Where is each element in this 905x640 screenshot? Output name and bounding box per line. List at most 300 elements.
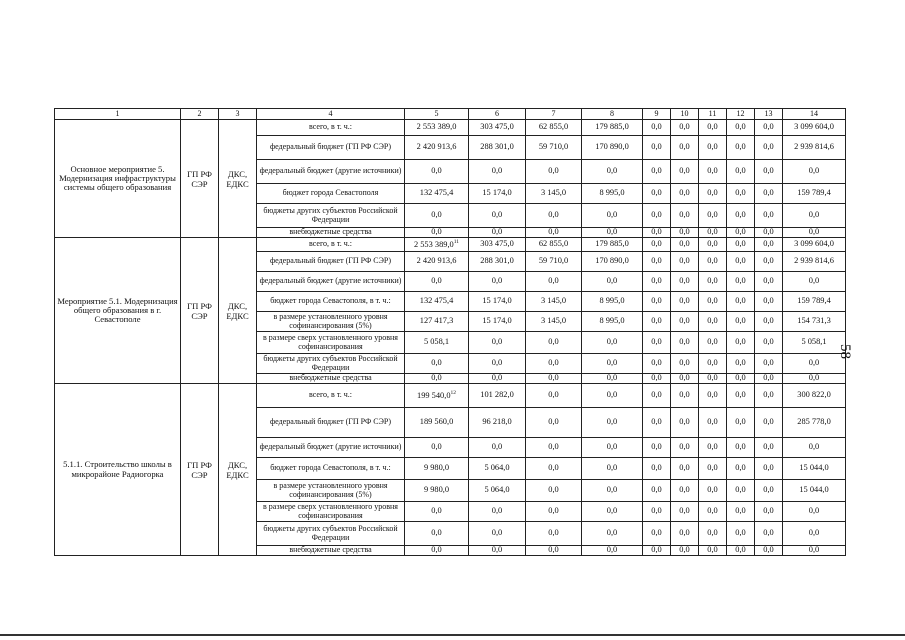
value-text: 0,0 — [431, 528, 442, 538]
value-cell — [526, 354, 582, 374]
value-text: 0,0 — [606, 506, 618, 516]
value-text: 0,0 — [735, 390, 746, 400]
value-text: 0,0 — [606, 417, 618, 427]
column-number-7: 7 — [526, 109, 582, 120]
value-cell — [405, 272, 469, 292]
funding-source-label: бюджеты других субъектов Российской Федерации — [257, 204, 405, 228]
value-text: 8 995,0 — [599, 316, 625, 326]
column-number-8: 8 — [582, 109, 643, 120]
value-text: 0,0 — [548, 390, 559, 400]
value-text: 303 475,0 — [480, 122, 514, 132]
value-cell — [405, 160, 469, 184]
value-cell — [469, 312, 526, 332]
value-cell — [469, 546, 526, 556]
value-text: 0,0 — [707, 210, 718, 220]
value-text: 0,0 — [808, 210, 820, 220]
value-text: 0,0 — [808, 373, 820, 383]
value-cell — [405, 184, 469, 204]
value-cell — [727, 238, 755, 252]
value-text: 0,0 — [606, 227, 618, 237]
value-cell — [469, 332, 526, 354]
value-text: 0,0 — [735, 239, 746, 249]
value-cell — [582, 312, 643, 332]
value-text: 0,0 — [548, 506, 559, 516]
value-cell — [469, 502, 526, 522]
value-cell — [582, 384, 643, 408]
value-cell — [671, 184, 699, 204]
column-number-row — [55, 109, 846, 120]
value-text: 15 174,0 — [482, 296, 512, 306]
value-text: 0,0 — [606, 485, 618, 495]
value-text: 0,0 — [763, 373, 774, 383]
value-cell — [405, 120, 469, 136]
value-text: 0,0 — [763, 276, 774, 286]
column-number-2: 2 — [181, 109, 219, 120]
value-cell — [582, 136, 643, 160]
value-text: 0,0 — [735, 442, 746, 452]
value-cell — [671, 458, 699, 480]
value-cell — [783, 252, 846, 272]
value-cell — [405, 332, 469, 354]
value-cell — [671, 312, 699, 332]
value-cell — [405, 408, 469, 438]
value-text: 0,0 — [763, 227, 774, 237]
value-text: 0,0 — [679, 166, 690, 176]
value-cell — [469, 354, 526, 374]
value-cell — [526, 458, 582, 480]
value-cell — [582, 120, 643, 136]
value-cell — [755, 332, 783, 354]
value-text: 8 995,0 — [599, 296, 625, 306]
value-cell — [582, 438, 643, 458]
value-text: 0,0 — [707, 296, 718, 306]
value-cell — [469, 204, 526, 228]
value-cell — [405, 312, 469, 332]
funding-source-label: внебюджетные средства — [257, 374, 405, 384]
value-cell — [699, 458, 727, 480]
value-cell — [643, 546, 671, 556]
measure-name: Мероприятие 5.1. Модернизация общего образования в г. Севастополе — [55, 238, 181, 384]
value-cell — [755, 438, 783, 458]
funding-source-label: всего, в т. ч.: — [257, 238, 405, 252]
value-text: 0,0 — [735, 528, 746, 538]
value-cell — [755, 252, 783, 272]
value-text: 0,0 — [735, 358, 746, 368]
table-row — [55, 384, 846, 408]
value-cell — [699, 292, 727, 312]
column-number-13: 13 — [755, 109, 783, 120]
value-cell — [755, 522, 783, 546]
value-cell — [671, 292, 699, 312]
value-text: 0,0 — [735, 256, 746, 266]
value-text: 0,0 — [651, 296, 662, 306]
funding-source-label: бюджет города Севастополя — [257, 184, 405, 204]
value-text: 154 731,3 — [797, 316, 831, 326]
value-text: 0,0 — [763, 210, 774, 220]
value-cell — [643, 184, 671, 204]
value-cell — [671, 546, 699, 556]
value-text: 0,0 — [735, 188, 746, 198]
column-number-14: 14 — [783, 109, 846, 120]
value-cell — [469, 384, 526, 408]
value-cell — [643, 238, 671, 252]
value-text: 0,0 — [491, 166, 503, 176]
value-cell — [755, 546, 783, 556]
value-text: 0,0 — [548, 337, 559, 347]
value-text: 0,0 — [651, 256, 662, 266]
value-cell — [643, 374, 671, 384]
value-text: 3 099 604,0 — [794, 239, 834, 249]
value-cell — [699, 374, 727, 384]
value-text: 0,0 — [491, 545, 503, 555]
value-cell — [727, 292, 755, 312]
value-text: 0,0 — [548, 210, 559, 220]
value-cell — [699, 160, 727, 184]
value-cell — [783, 408, 846, 438]
value-cell — [783, 438, 846, 458]
value-text: 0,0 — [808, 358, 820, 368]
value-text: 0,0 — [763, 485, 774, 495]
value-text: 0,0 — [735, 545, 746, 555]
value-text: 0,0 — [491, 358, 503, 368]
value-cell — [643, 408, 671, 438]
value-cell — [469, 120, 526, 136]
value-cell — [469, 480, 526, 502]
value-text: 0,0 — [491, 373, 503, 383]
value-cell — [582, 480, 643, 502]
value-text: 288 301,0 — [480, 256, 514, 266]
value-text: 2 939 814,6 — [794, 142, 834, 152]
value-cell — [755, 204, 783, 228]
value-cell — [643, 204, 671, 228]
value-cell — [755, 374, 783, 384]
value-cell — [727, 502, 755, 522]
value-cell — [727, 354, 755, 374]
value-text: 0,0 — [763, 528, 774, 538]
value-text: 0,0 — [651, 485, 662, 495]
value-text: 0,0 — [548, 545, 559, 555]
value-cell — [699, 228, 727, 238]
value-text: 0,0 — [763, 417, 774, 427]
value-text: 0,0 — [707, 373, 718, 383]
value-cell — [699, 502, 727, 522]
value-cell — [671, 408, 699, 438]
value-cell — [671, 384, 699, 408]
value-text: 0,0 — [735, 316, 746, 326]
value-cell — [755, 480, 783, 502]
value-cell — [755, 272, 783, 292]
value-text: 15 174,0 — [482, 188, 512, 198]
column-number-3: 3 — [219, 109, 257, 120]
value-text: 0,0 — [651, 358, 662, 368]
value-text: 0,0 — [735, 227, 746, 237]
value-text: 0,0 — [707, 166, 718, 176]
value-text: 59 710,0 — [538, 142, 569, 152]
value-cell — [783, 502, 846, 522]
value-text: 0,0 — [707, 239, 718, 249]
value-cell — [671, 374, 699, 384]
funding-source-label: федеральный бюджет (другие источники) — [257, 272, 405, 292]
value-text: 0,0 — [548, 373, 559, 383]
page-bottom-rule — [0, 634, 905, 636]
value-text: 127 417,3 — [419, 316, 454, 326]
value-text: 9 980,0 — [423, 485, 450, 495]
value-text: 0,0 — [491, 210, 503, 220]
value-cell — [405, 204, 469, 228]
footnote-mark: 12 — [450, 389, 456, 396]
value-cell — [727, 136, 755, 160]
value-text: 0,0 — [491, 337, 503, 347]
value-text: 2 553 389,0 — [416, 122, 457, 132]
funding-source-label: бюджеты других субъектов Российской Федерации — [257, 522, 405, 546]
value-text: 0,0 — [679, 373, 690, 383]
value-text: 0,0 — [651, 390, 662, 400]
value-text: 0,0 — [679, 276, 690, 286]
value-text: 0,0 — [651, 188, 662, 198]
value-cell — [469, 374, 526, 384]
funding-source-label: бюджет города Севастополя, в т. ч.: — [257, 458, 405, 480]
value-cell — [405, 238, 469, 252]
value-cell — [582, 184, 643, 204]
value-text: 0,0 — [491, 528, 503, 538]
value-cell — [727, 272, 755, 292]
value-text: 0,0 — [735, 210, 746, 220]
value-cell — [643, 502, 671, 522]
value-cell — [755, 160, 783, 184]
value-text: 0,0 — [491, 276, 503, 286]
value-cell — [643, 312, 671, 332]
value-text: 0,0 — [548, 276, 559, 286]
value-cell — [469, 136, 526, 160]
value-cell — [727, 312, 755, 332]
value-cell — [755, 184, 783, 204]
value-cell — [699, 184, 727, 204]
value-text: 0,0 — [679, 528, 690, 538]
value-cell — [783, 480, 846, 502]
funding-source-label: федеральный бюджет (ГП РФ СЭР) — [257, 252, 405, 272]
value-text: 15 174,0 — [482, 316, 512, 326]
value-cell — [783, 458, 846, 480]
value-text: 0,0 — [651, 122, 662, 132]
value-cell — [671, 228, 699, 238]
value-cell — [727, 480, 755, 502]
value-text: 2 553 389,0 — [413, 239, 454, 249]
value-text: 59 710,0 — [538, 256, 569, 266]
value-cell — [526, 522, 582, 546]
value-text: 0,0 — [606, 276, 618, 286]
value-text: 96 218,0 — [482, 417, 512, 427]
value-text: 0,0 — [763, 239, 774, 249]
value-text: 0,0 — [651, 337, 662, 347]
value-text: 0,0 — [707, 337, 718, 347]
funding-source-label: федеральный бюджет (другие источники) — [257, 160, 405, 184]
value-cell — [582, 272, 643, 292]
value-text: 0,0 — [651, 417, 662, 427]
value-text: 132 475,4 — [419, 296, 454, 306]
value-text: 0,0 — [707, 188, 718, 198]
value-text: 0,0 — [735, 166, 746, 176]
value-cell — [783, 292, 846, 312]
value-cell — [699, 438, 727, 458]
value-text: 0,0 — [679, 463, 690, 473]
value-cell — [671, 136, 699, 160]
value-text: 0,0 — [707, 417, 718, 427]
value-cell — [526, 228, 582, 238]
value-text: 0,0 — [763, 166, 774, 176]
funding-source-label: всего, в т. ч.: — [257, 384, 405, 408]
value-text: 0,0 — [808, 545, 820, 555]
value-cell — [469, 272, 526, 292]
value-text: 0,0 — [679, 256, 690, 266]
value-cell — [582, 458, 643, 480]
measure-name: Основное мероприятие 5. Модернизация инфраструктуры системы общего образования — [55, 120, 181, 238]
value-text: 2 420 913,6 — [416, 142, 457, 152]
value-text: 0,0 — [763, 545, 774, 555]
value-text: 0,0 — [431, 373, 442, 383]
value-cell — [582, 354, 643, 374]
value-text: 0,0 — [431, 506, 442, 516]
value-cell — [405, 546, 469, 556]
value-text: 0,0 — [548, 442, 559, 452]
value-cell — [643, 252, 671, 272]
value-text: 0,0 — [735, 485, 746, 495]
value-cell — [405, 136, 469, 160]
value-text: 5 058,1 — [423, 337, 450, 347]
value-cell — [699, 204, 727, 228]
value-text: 0,0 — [679, 122, 690, 132]
value-text: 0,0 — [606, 166, 618, 176]
value-cell — [727, 438, 755, 458]
value-cell — [469, 160, 526, 184]
value-cell — [582, 292, 643, 312]
value-text: 0,0 — [651, 463, 662, 473]
value-cell — [699, 384, 727, 408]
footnote-mark: 11 — [453, 238, 460, 245]
value-cell — [643, 292, 671, 312]
budget-table — [54, 108, 846, 556]
value-text: 303 475,0 — [480, 239, 514, 249]
value-cell — [582, 238, 643, 252]
value-text: 0,0 — [431, 545, 442, 555]
value-cell — [526, 384, 582, 408]
value-cell — [755, 458, 783, 480]
value-text: 0,0 — [431, 442, 442, 452]
value-text: 0,0 — [431, 227, 442, 237]
value-text: 0,0 — [735, 122, 746, 132]
value-cell — [405, 522, 469, 546]
value-text: 0,0 — [651, 142, 662, 152]
value-cell — [469, 438, 526, 458]
value-cell — [727, 120, 755, 136]
value-text: 0,0 — [763, 316, 774, 326]
value-cell — [783, 136, 846, 160]
value-text: 0,0 — [707, 358, 718, 368]
value-cell — [469, 238, 526, 252]
value-text: 0,0 — [606, 390, 618, 400]
value-text: 0,0 — [548, 463, 559, 473]
value-text: 0,0 — [651, 166, 662, 176]
table-row — [55, 120, 846, 136]
value-cell — [469, 184, 526, 204]
value-text: 0,0 — [763, 296, 774, 306]
value-text: 0,0 — [679, 506, 690, 516]
value-cell — [699, 272, 727, 292]
value-text: 0,0 — [606, 373, 618, 383]
value-text: 0,0 — [707, 227, 718, 237]
value-text: 0,0 — [735, 142, 746, 152]
value-cell — [783, 120, 846, 136]
value-cell — [727, 184, 755, 204]
value-cell — [405, 502, 469, 522]
value-cell — [405, 438, 469, 458]
value-cell — [783, 238, 846, 252]
value-text: 5 064,0 — [484, 485, 510, 495]
value-text: 0,0 — [707, 506, 718, 516]
value-cell — [699, 480, 727, 502]
value-text: 0,0 — [548, 485, 559, 495]
value-text: 0,0 — [808, 227, 820, 237]
value-text: 3 145,0 — [540, 296, 567, 306]
value-cell — [699, 136, 727, 160]
value-cell — [671, 160, 699, 184]
value-text: 3 145,0 — [540, 316, 567, 326]
value-cell — [727, 408, 755, 438]
value-text: 0,0 — [707, 442, 718, 452]
value-text: 189 560,0 — [419, 417, 454, 427]
value-text: 0,0 — [763, 122, 774, 132]
value-cell — [405, 252, 469, 272]
value-cell — [755, 120, 783, 136]
value-text: 0,0 — [431, 210, 442, 220]
column-number-4: 4 — [257, 109, 405, 120]
value-text: 0,0 — [651, 373, 662, 383]
value-cell — [582, 408, 643, 438]
value-cell — [699, 546, 727, 556]
funding-source-label: бюджет города Севастополя, в т. ч.: — [257, 292, 405, 312]
value-text: 0,0 — [679, 485, 690, 495]
value-cell — [727, 546, 755, 556]
value-cell — [526, 502, 582, 522]
value-text: 0,0 — [707, 545, 718, 555]
value-cell — [783, 204, 846, 228]
value-cell — [671, 480, 699, 502]
value-cell — [643, 136, 671, 160]
funding-source-label: бюджеты других субъектов Российской Федерации — [257, 354, 405, 374]
value-text: 0,0 — [606, 545, 618, 555]
value-text: 0,0 — [431, 166, 442, 176]
value-text: 0,0 — [679, 358, 690, 368]
value-cell — [755, 408, 783, 438]
value-cell — [582, 160, 643, 184]
value-text: 0,0 — [707, 528, 718, 538]
value-cell — [783, 160, 846, 184]
value-text: 0,0 — [763, 463, 774, 473]
value-text: 0,0 — [651, 276, 662, 286]
value-cell — [643, 438, 671, 458]
value-cell — [727, 332, 755, 354]
value-cell — [727, 458, 755, 480]
value-text: 0,0 — [431, 358, 442, 368]
value-text: 5 064,0 — [484, 463, 510, 473]
value-text: 0,0 — [679, 227, 690, 237]
value-cell — [582, 332, 643, 354]
value-text: 2 939 814,6 — [794, 256, 834, 266]
value-text: 0,0 — [808, 506, 820, 516]
responsible-executor: ДКС, ЕДКС — [219, 384, 257, 556]
value-text: 0,0 — [679, 210, 690, 220]
value-text: 0,0 — [735, 463, 746, 473]
value-cell — [526, 184, 582, 204]
